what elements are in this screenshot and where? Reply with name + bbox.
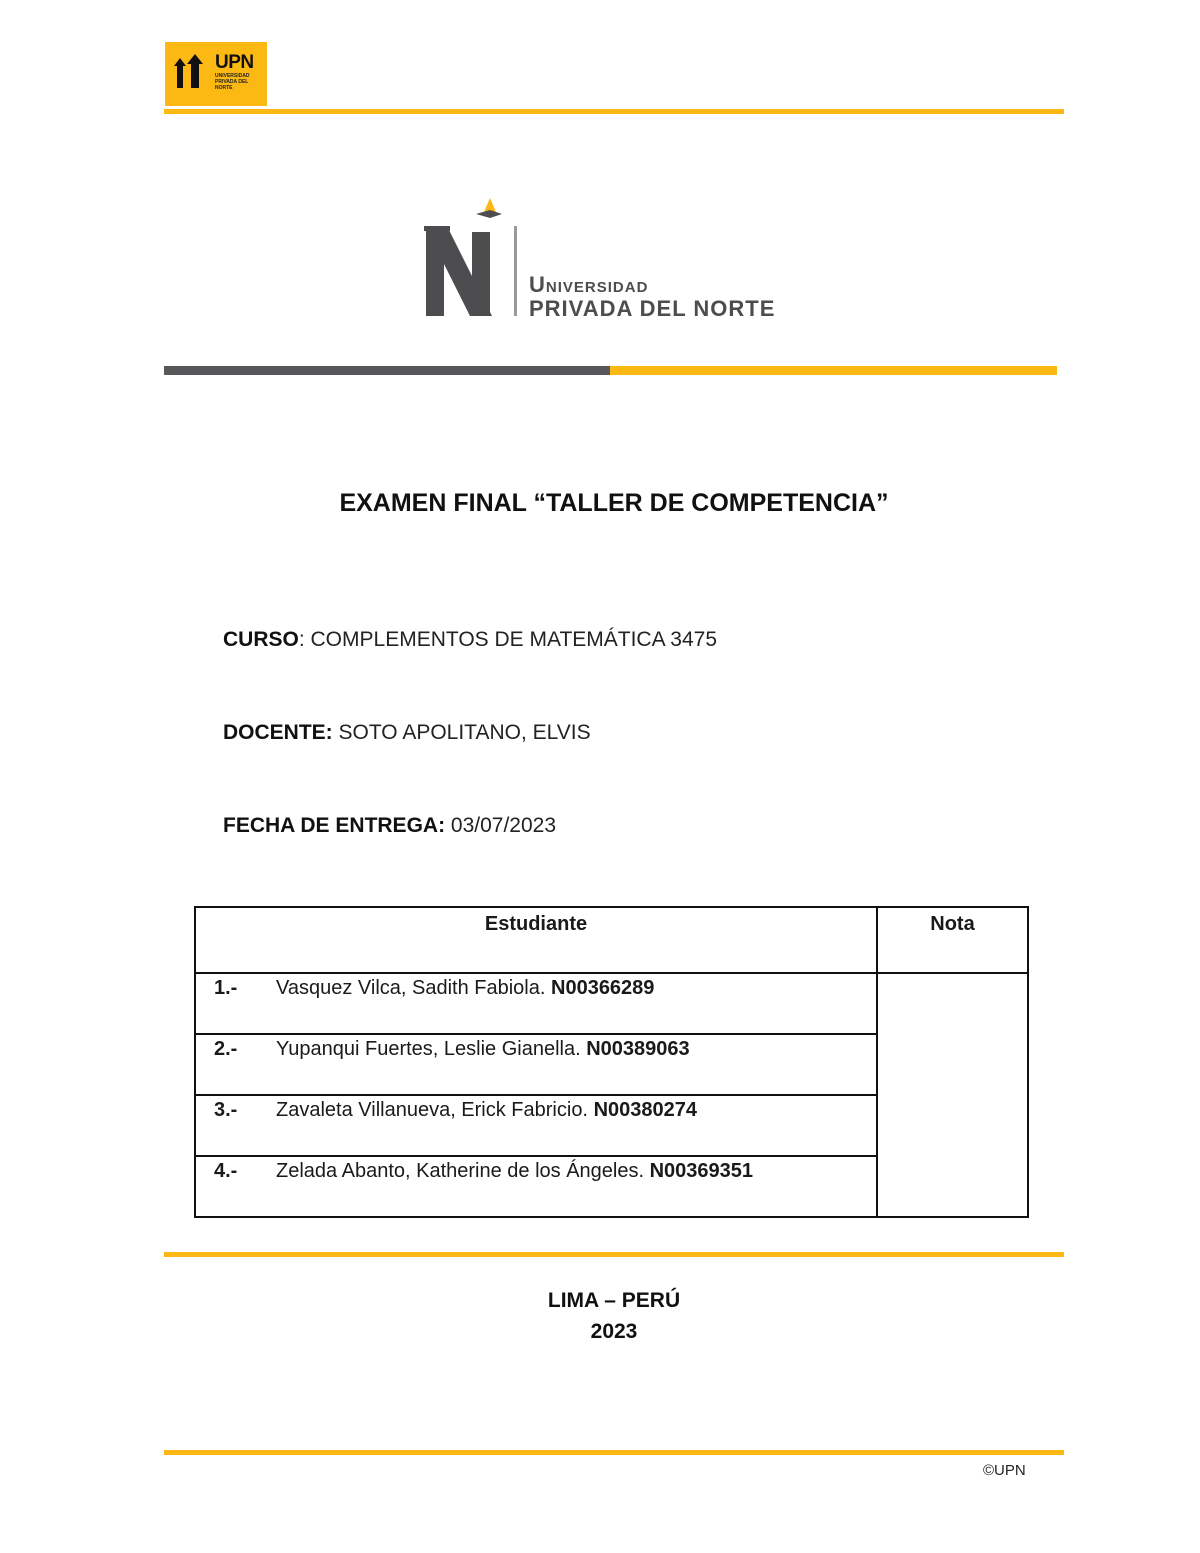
footer-divider <box>164 1252 1064 1257</box>
row-number: 2.- <box>214 1038 238 1060</box>
nota-cell <box>877 973 1028 1217</box>
fecha-value: 03/07/2023 <box>450 814 557 837</box>
university-name <box>529 273 775 321</box>
header-estudiante: Estudiante <box>195 907 877 973</box>
docente-label: DOCENTE: <box>223 721 333 744</box>
student-code: N00366289 <box>551 977 655 999</box>
page-footer-divider <box>164 1450 1064 1455</box>
header-bar-yellow <box>610 366 1057 375</box>
student-code: N00389063 <box>586 1038 690 1060</box>
copyright: ©UPN <box>983 1462 1026 1479</box>
student-name: Zelada Abanto, Katherine de los Ángeles. <box>276 1160 645 1182</box>
student-name: Zavaleta Villanueva, Erick Fabricio. <box>276 1099 588 1121</box>
student-cell <box>195 1034 877 1095</box>
city: LIMA – PERÚ <box>547 1289 681 1312</box>
upn-arrow-icon <box>165 42 213 106</box>
student-cell <box>195 973 877 1034</box>
upn-badge-text: UPN <box>215 52 254 73</box>
year: 2023 <box>590 1320 638 1343</box>
fecha-field <box>223 814 556 838</box>
student-code: N00369351 <box>649 1160 754 1182</box>
student-code: N00380274 <box>593 1099 697 1121</box>
header-bar-gray <box>164 366 610 375</box>
fecha-label: FECHA DE ENTREGA: <box>223 814 446 837</box>
table-row <box>195 973 1028 1034</box>
top-divider <box>164 109 1064 114</box>
upn-badge-subtext: UNIVERSIDAD PRIVADA DEL NORTE <box>215 73 250 91</box>
docente-value: SOTO APOLITANO, ELVIS <box>338 721 591 744</box>
curso-field: CURSO: COMPLEMENTOS DE MATEMÁTICA 3475 <box>223 628 718 651</box>
university-name-line2: PRIVADA DEL NORTE <box>529 296 776 321</box>
row-number: 1.- <box>214 977 238 999</box>
students-table <box>194 906 1029 1218</box>
curso-label: CURSO <box>223 628 299 651</box>
student-name: Vasquez Vilca, Sadith Fabiola. <box>276 977 546 999</box>
university-n-logo-icon <box>420 190 520 320</box>
curso-value: COMPLEMENTOS DE MATEMÁTICA 3475 <box>310 628 718 651</box>
student-cell <box>195 1095 877 1156</box>
header-nota: Nota <box>877 907 1028 973</box>
document-title: EXAMEN FINAL “TALLER DE COMPETENCIA” <box>339 489 889 517</box>
student-name: Yupanqui Fuertes, Leslie Gianella. <box>276 1038 581 1060</box>
table-header-row <box>195 907 1028 973</box>
row-number: 3.- <box>214 1099 238 1121</box>
docente-field <box>223 721 591 745</box>
university-name-line1: Universidad <box>529 272 649 297</box>
logo-separator <box>514 226 517 316</box>
student-cell <box>195 1156 877 1217</box>
upn-badge-logo <box>165 42 267 106</box>
row-number: 4.- <box>214 1160 238 1182</box>
